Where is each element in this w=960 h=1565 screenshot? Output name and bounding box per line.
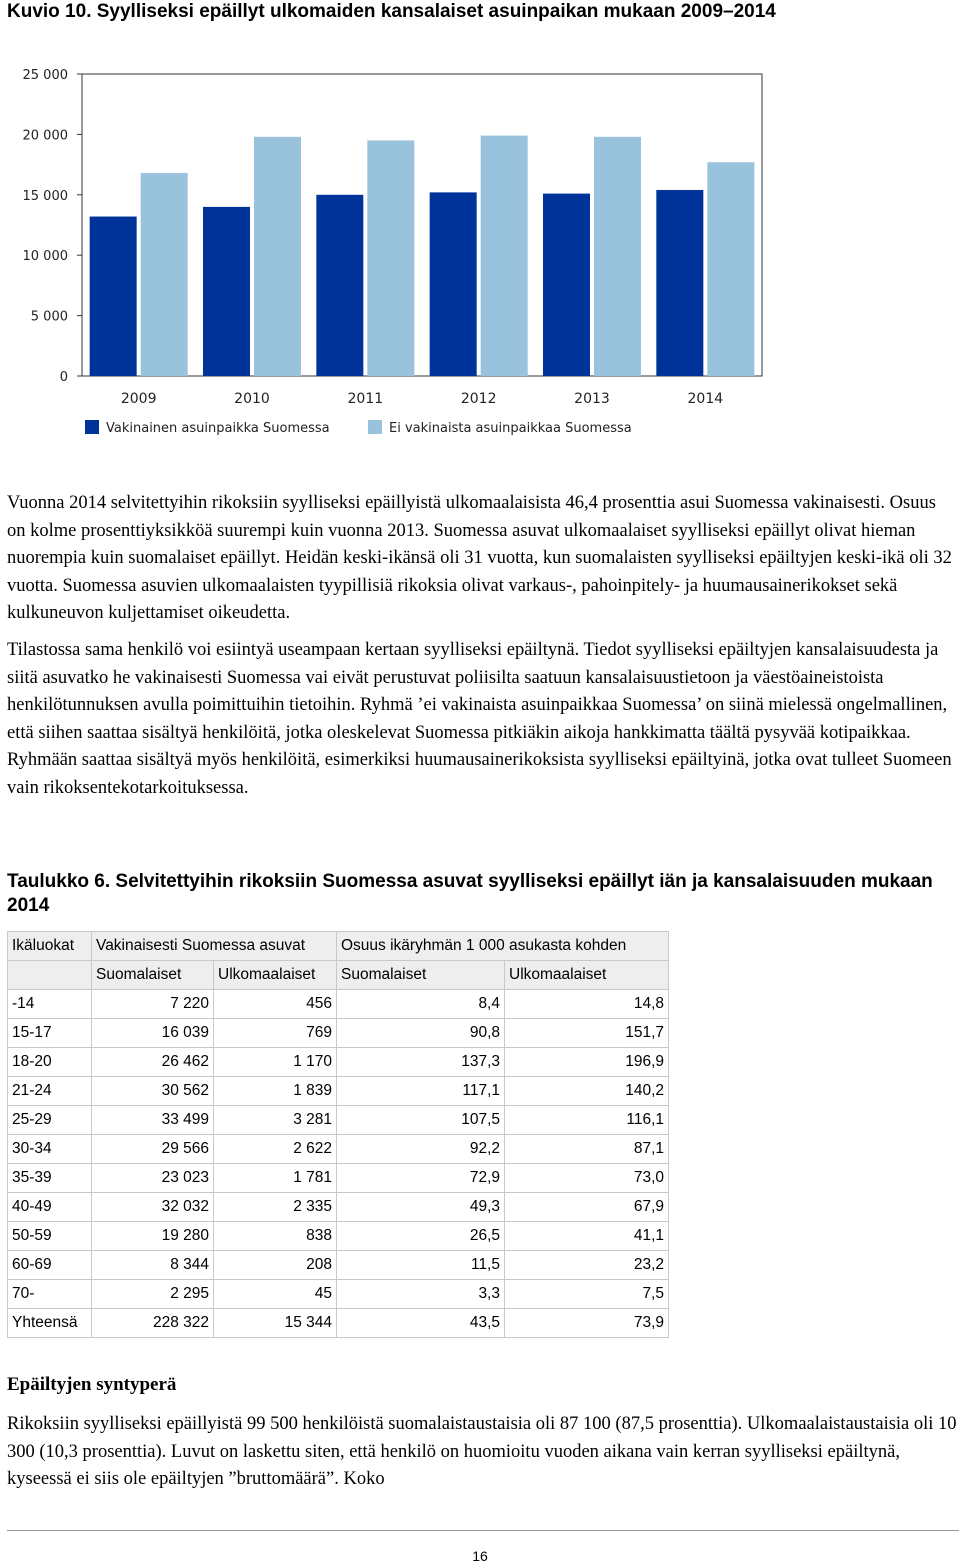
bar-chart	[0, 60, 960, 445]
table-cell: 41,1	[505, 1222, 669, 1251]
table-cell: 8,4	[337, 990, 505, 1019]
table-cell: 228 322	[92, 1309, 214, 1338]
table-cell: 32 032	[92, 1193, 214, 1222]
header-finns-share: Suomalaiset	[337, 961, 505, 990]
table-cell: 3,3	[337, 1280, 505, 1309]
table-row	[8, 1251, 669, 1280]
bar-permanent-2011	[316, 195, 363, 376]
table-cell: 208	[214, 1251, 337, 1280]
row-age-group: -14	[8, 990, 92, 1019]
header-share-per-1000: Osuus ikäryhmän 1 000 asukasta kohden	[337, 932, 669, 961]
x-tick-label: 2010	[234, 391, 270, 407]
table-row	[8, 1193, 669, 1222]
table-cell: 67,9	[505, 1193, 669, 1222]
table-cell: 3 281	[214, 1106, 337, 1135]
header-empty-cell	[8, 961, 92, 990]
row-age-group: 18-20	[8, 1048, 92, 1077]
header-age-groups: Ikäluokat	[8, 932, 92, 961]
bar-non-permanent-2012	[481, 136, 528, 376]
table-cell: 33 499	[92, 1106, 214, 1135]
table-cell: 16 039	[92, 1019, 214, 1048]
table-cell: 14,8	[505, 990, 669, 1019]
table-header-row-2	[8, 961, 669, 990]
x-tick-label: 2012	[460, 391, 497, 407]
table-cell: 15 344	[214, 1309, 337, 1338]
age-nationality-table	[7, 931, 669, 1338]
table-cell: 2 622	[214, 1135, 337, 1164]
y-tick-label: 15 000	[22, 188, 68, 204]
table-cell: 7,5	[505, 1280, 669, 1309]
table-cell: 769	[214, 1019, 337, 1048]
row-age-group: 70-	[8, 1280, 92, 1309]
table-cell: 196,9	[505, 1048, 669, 1077]
table-cell: 92,2	[337, 1135, 505, 1164]
table-header-row-1	[8, 932, 669, 961]
table-cell: 30 562	[92, 1077, 214, 1106]
table-row	[8, 990, 669, 1019]
bar-non-permanent-2010	[254, 137, 301, 376]
table-cell: 90,8	[337, 1019, 505, 1048]
figure-title: Kuvio 10. Syylliseksi epäillyt ulkomaiden kansalaiset asuinpaikan mukaan 2009–2014	[7, 1, 776, 22]
table-row	[8, 1222, 669, 1251]
x-tick-label: 2013	[574, 391, 610, 407]
legend-label: Vakinainen asuinpaikka Suomessa	[106, 421, 330, 436]
y-tick-label: 0	[59, 370, 68, 385]
table-title: Taulukko 6. Selvitettyihin rikoksiin Suomessa asuvat syylliseksi epäillyt iän ja kansalaisuuden mukaan 2014	[7, 871, 933, 916]
paragraph-residence-share: Vuonna 2014 selvitettyihin rikoksiin syylliseksi epäillyistä ulkomaalaisista 46,4 prosenttia asui Suomessa vakinaisesti. Osuus on kolme prosenttiyksikköä suurempi kuin vuonna 2013. Suomessa asuvat ulkomaalaiset syylliseksi epäillyt olivat hieman nuorempia kuin suomalaiset epäillyt. Heidän keski-ikänsä oli 31 vuotta, kun suomalaisten syylliseksi epäiltyjen keski-ikä oli 32 vuotta. Suomessa asuvien ulkomaalaisten tyypillisiä rikoksia olivat varkaus-, pahoinpitely- ja huumausainerikokset sekä kulkuneuvon kuljettamiset oikeudetta.	[7, 493, 952, 623]
table-cell: 107,5	[337, 1106, 505, 1135]
table-cell: 73,9	[505, 1309, 669, 1338]
table-cell: 456	[214, 990, 337, 1019]
row-age-group: 30-34	[8, 1135, 92, 1164]
footer-divider	[7, 1530, 959, 1531]
table-cell: 87,1	[505, 1135, 669, 1164]
paragraph-methodology: Tilastossa sama henkilö voi esiintyä useampaan kertaan syylliseksi epäiltynä. Tiedot syylliseksi epäiltyjen kansalaisuudesta ja siitä asuvatko he vakinaisesti Suomessa vai eivät perustuvat poliisilta saatuun kansalaisuustietoon ja väestöaineistoista henkilötunnuksen avulla poimittuihin tietoihin. Ryhmä ’ei vakinaista asuinpaikkaa Suomessa’ on siinä mielessä ongelmallinen, että siihen saattaa sisältyä henkilöitä, jotka oleskelevat Suomessa pitkiäkin aikoja hankkimatta täältä pysyvää kotipaikkaa. Ryhmään saattaa sisältyä myös henkilöitä, esimerkiksi huumausainerikoksista syylliseksi epäiltyinä, jotka ovat tulleet Suomeen vain rikoksentekotarkoituksessa.	[7, 640, 952, 798]
table-cell: 43,5	[337, 1309, 505, 1338]
legend-swatch	[368, 420, 382, 434]
section-heading: Epäiltyjen syntyperä	[7, 1374, 177, 1395]
header-foreigners-count: Ulkomaalaiset	[214, 961, 337, 990]
bar-non-permanent-2009	[141, 173, 188, 376]
row-age-group: Yhteensä	[8, 1309, 92, 1338]
table-cell: 26 462	[92, 1048, 214, 1077]
table-row	[8, 1309, 669, 1338]
bar-non-permanent-2013	[594, 137, 641, 376]
row-age-group: 40-49	[8, 1193, 92, 1222]
table-cell: 23,2	[505, 1251, 669, 1280]
bar-permanent-2013	[543, 194, 590, 376]
row-age-group: 60-69	[8, 1251, 92, 1280]
page-number: 16	[472, 1548, 488, 1564]
table-row	[8, 1164, 669, 1193]
table-cell: 137,3	[337, 1048, 505, 1077]
row-age-group: 25-29	[8, 1106, 92, 1135]
table-row	[8, 1135, 669, 1164]
table-cell: 45	[214, 1280, 337, 1309]
table-cell: 2 295	[92, 1280, 214, 1309]
table-cell: 73,0	[505, 1164, 669, 1193]
table-cell: 151,7	[505, 1019, 669, 1048]
table-cell: 23 023	[92, 1164, 214, 1193]
table-cell: 29 566	[92, 1135, 214, 1164]
header-finns-count: Suomalaiset	[92, 961, 214, 990]
table-cell: 26,5	[337, 1222, 505, 1251]
table-cell: 8 344	[92, 1251, 214, 1280]
table-cell: 49,3	[337, 1193, 505, 1222]
row-age-group: 15-17	[8, 1019, 92, 1048]
table-row	[8, 1280, 669, 1309]
table-row	[8, 1106, 669, 1135]
header-permanent-residents: Vakinaisesti Suomessa asuvat	[92, 932, 337, 961]
header-foreigners-share: Ulkomaalaiset	[505, 961, 669, 990]
row-age-group: 50-59	[8, 1222, 92, 1251]
y-tick-label: 5 000	[30, 309, 68, 325]
table-row	[8, 1019, 669, 1048]
table-cell: 1 170	[214, 1048, 337, 1077]
y-tick-label: 10 000	[22, 249, 68, 265]
table-cell: 117,1	[337, 1077, 505, 1106]
x-tick-label: 2011	[347, 391, 384, 407]
table-cell: 116,1	[505, 1106, 669, 1135]
legend-swatch	[85, 420, 99, 434]
y-tick-label: 25 000	[22, 68, 68, 83]
table-cell: 11,5	[337, 1251, 505, 1280]
table-cell: 2 335	[214, 1193, 337, 1222]
legend-label: Ei vakinaista asuinpaikkaa Suomessa	[389, 421, 632, 436]
bar-permanent-2009	[90, 217, 137, 376]
table-cell: 19 280	[92, 1222, 214, 1251]
x-tick-label: 2014	[687, 391, 724, 407]
paragraph-origin: Rikoksiin syylliseksi epäillyistä 99 500 henkilöistä suomalaistaustaisia oli 87 100 (87,5 prosenttia). Ulkomaalaistaustaisia oli 10 300 (10,3 prosenttia). Luvut on laskettu siten, että henkilö on huomioitu vuoden aikana vain kerran syylliseksi epäiltynä, kyseessä ei siis ole epäiltyjen ”bruttomäärä”. Koko	[7, 1414, 957, 1489]
y-tick-label: 20 000	[22, 128, 68, 144]
bar-permanent-2010	[203, 207, 250, 376]
bar-non-permanent-2011	[367, 140, 414, 376]
table-cell: 140,2	[505, 1077, 669, 1106]
row-age-group: 35-39	[8, 1164, 92, 1193]
bar-permanent-2012	[430, 192, 477, 376]
table-cell: 838	[214, 1222, 337, 1251]
table-cell: 1 839	[214, 1077, 337, 1106]
bar-permanent-2014	[656, 190, 703, 376]
x-tick-label: 2009	[120, 391, 157, 407]
table-cell: 7 220	[92, 990, 214, 1019]
table-cell: 72,9	[337, 1164, 505, 1193]
table-row	[8, 1077, 669, 1106]
bar-non-permanent-2014	[707, 162, 754, 376]
table-cell: 1 781	[214, 1164, 337, 1193]
table-row	[8, 1048, 669, 1077]
row-age-group: 21-24	[8, 1077, 92, 1106]
